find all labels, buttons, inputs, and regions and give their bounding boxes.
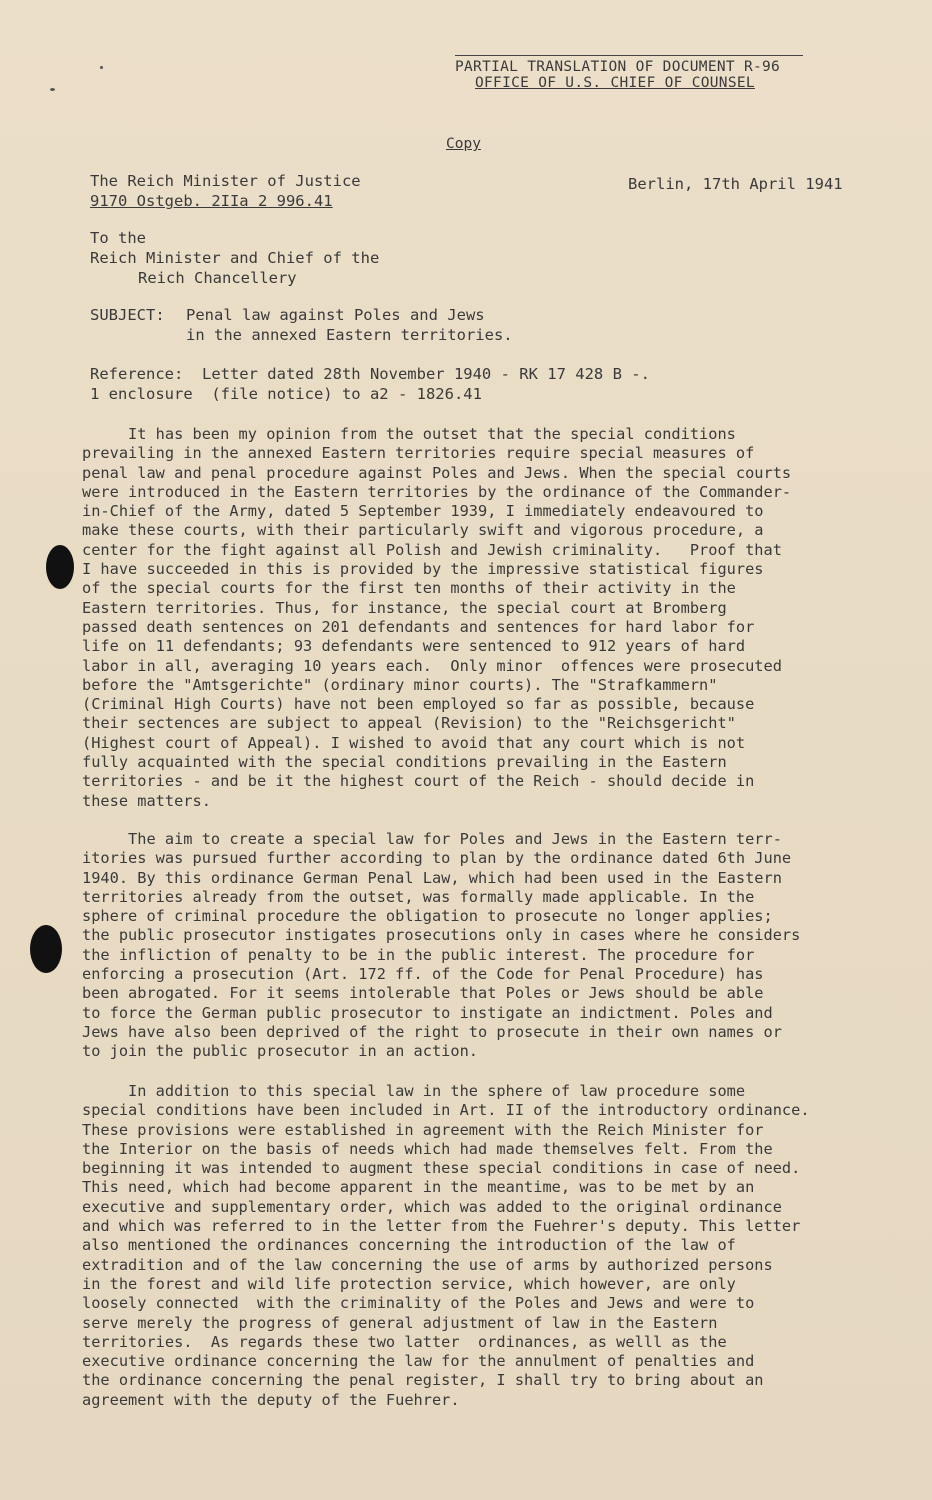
text-line: the public prosecutor instigates prosecutions only in cases where he considers [82, 926, 801, 945]
text-line: to force the German public prosecutor to instigate an indictment. Poles and [82, 1003, 773, 1022]
text-line: been abrogated. For it seems intolerable that Poles or Jews should be able [82, 984, 764, 1003]
text-line: sphere of criminal procedure the obligation to prosecute no longer applies; [82, 907, 773, 926]
text-line: These provisions were established in agreement with the Reich Minister for [82, 1120, 764, 1139]
text-line: beginning it was intended to augment these special conditions in case of need. [82, 1159, 801, 1178]
copy-label: Copy [446, 136, 481, 152]
ink-speck [100, 66, 103, 69]
text-line: the Interior on the basis of needs which had made themselves felt. From the [82, 1139, 773, 1158]
text-line: In addition to this special law in the sphere of law procedure some [82, 1082, 746, 1100]
text-line: prevailing in the annexed Eastern territories require special measures of [82, 444, 755, 463]
recipient-line: Reich Minister and Chief of the [90, 249, 380, 267]
punch-hole [46, 545, 74, 589]
recipient-block [90, 228, 379, 288]
paragraph-2 [82, 830, 842, 1062]
text-line: life on 11 defendants; 93 defendants were sentenced to 912 years of hard [82, 637, 746, 656]
sender-block [90, 171, 361, 211]
text-line: fully acquainted with the special conditions prevailing in the Eastern [82, 753, 727, 772]
text-line: This need, which had become apparent in the meantime, was to be met by an [82, 1178, 755, 1197]
text-line: agreement with the deputy of the Fuehrer. [82, 1390, 460, 1409]
paragraph-3 [82, 1082, 842, 1410]
text-line: penal law and penal procedure against Poles and Jews. When the special courts [82, 463, 792, 482]
reference-block [90, 364, 650, 404]
subject-label: SUBJECT: [90, 306, 165, 324]
sender-reference: 9170 Ostgeb. 2IIa 2 996.41 [90, 192, 333, 210]
text-line: territories - and be it the highest court of the Reich - should decide in [82, 772, 755, 791]
text-line: and which was referred to in the letter from the Fuehrer's deputy. This letter [82, 1217, 801, 1236]
header-rule [455, 55, 803, 56]
sender-name: The Reich Minister of Justice [90, 172, 361, 190]
text-line: the infliction of penalty to be in the public interest. The procedure for [82, 945, 755, 964]
text-line: territories already from the outset, was formally made applicable. In the [82, 887, 755, 906]
reference-line: 1 enclosure (file notice) to a2 - 1826.41 [90, 385, 482, 403]
text-line: enforcing a prosecution (Art. 172 ff. of the Code for Penal Procedure) has [82, 965, 764, 984]
text-line: in the forest and wild life protection service, which however, are only [82, 1274, 736, 1293]
text-line: It has been my opinion from the outset that the special conditions [82, 425, 736, 443]
text-line: The aim to create a special law for Poles and Jews in the Eastern terr- [82, 830, 782, 848]
text-line: executive ordinance concerning the law for the annulment of penalties and [82, 1352, 755, 1371]
text-line: (Criminal High Courts) have not been employed so far as possible, because [82, 695, 755, 714]
reference-line: Reference: Letter dated 28th November 1940 - RK 17 428 B -. [90, 365, 650, 383]
translation-header [455, 55, 803, 91]
text-line: of the special courts for the first ten months of their activity in the [82, 579, 736, 598]
text-line: were introduced in the Eastern territories by the ordinance of the Commander- [82, 482, 792, 501]
text-line: extradition and of the law concerning the use of arms by authorized persons [82, 1255, 773, 1274]
dateline: Berlin, 17th April 1941 [628, 175, 843, 193]
text-line: territories. As regards these two latter ordinances, as welll as the [82, 1332, 727, 1351]
header-title: PARTIAL TRANSLATION OF DOCUMENT R-96 [455, 59, 781, 75]
punch-hole [30, 925, 62, 973]
text-line: loosely connected with the criminality of the Poles and Jews and were to [82, 1294, 755, 1313]
text-line: itories was pursued further according to plan by the ordinance dated 6th June [82, 849, 792, 868]
text-line: the ordinance concerning the penal register, I shall try to bring about an [82, 1371, 764, 1390]
paragraph-1 [82, 425, 842, 811]
recipient-line: To the [90, 229, 146, 247]
text-line: also mentioned the ordinances concerning the introduction of the law of [82, 1236, 736, 1255]
text-line: before the "Amtsgerichte" (ordinary minor courts). The "Strafkammern" [82, 675, 718, 694]
ink-speck [50, 88, 55, 91]
text-line: passed death sentences on 201 defendants and sentences for hard labor for [82, 617, 755, 636]
text-line: (Highest court of Appeal). I wished to avoid that any court which is not [82, 733, 746, 752]
recipient-line: Reich Chancellery [138, 269, 297, 287]
subject-line: in the annexed Eastern territories. [186, 326, 513, 344]
text-line: 1940. By this ordinance German Penal Law, which had been used in the Eastern [82, 868, 782, 887]
header-office: OFFICE OF U.S. CHIEF OF COUNSEL [475, 75, 755, 91]
text-line: I have succeeded in this is provided by the impressive statistical figures [82, 560, 764, 579]
text-line: in-Chief of the Army, dated 5 September 1939, I immediately endeavoured to [82, 502, 764, 521]
text-line: Jews have also been deprived of the right to prosecute in their own names or [82, 1022, 782, 1041]
text-line: their sectences are subject to appeal (Revision) to the "Reichsgericht" [82, 714, 736, 733]
text-line: executive and supplementary order, which was added to the original ordinance [82, 1197, 782, 1216]
text-line: these matters. [82, 791, 211, 810]
text-line: Eastern territories. Thus, for instance, the special court at Bromberg [82, 598, 727, 617]
text-line: make these courts, with their particularly swift and vigorous procedure, a [82, 521, 764, 540]
subject-line: Penal law against Poles and Jews [186, 306, 485, 324]
text-line: labor in all, averaging 10 years each. Only minor offences were prosecuted [82, 656, 782, 675]
text-line: to join the public prosecutor in an action. [82, 1042, 479, 1061]
subject-block [90, 305, 513, 345]
text-line: special conditions have been included in Art. II of the introductory ordinance. [82, 1101, 810, 1120]
text-line: center for the fight against all Polish and Jewish criminality. Proof that [82, 540, 782, 559]
text-line: serve merely the progress of general adjustment of law in the Eastern [82, 1313, 718, 1332]
